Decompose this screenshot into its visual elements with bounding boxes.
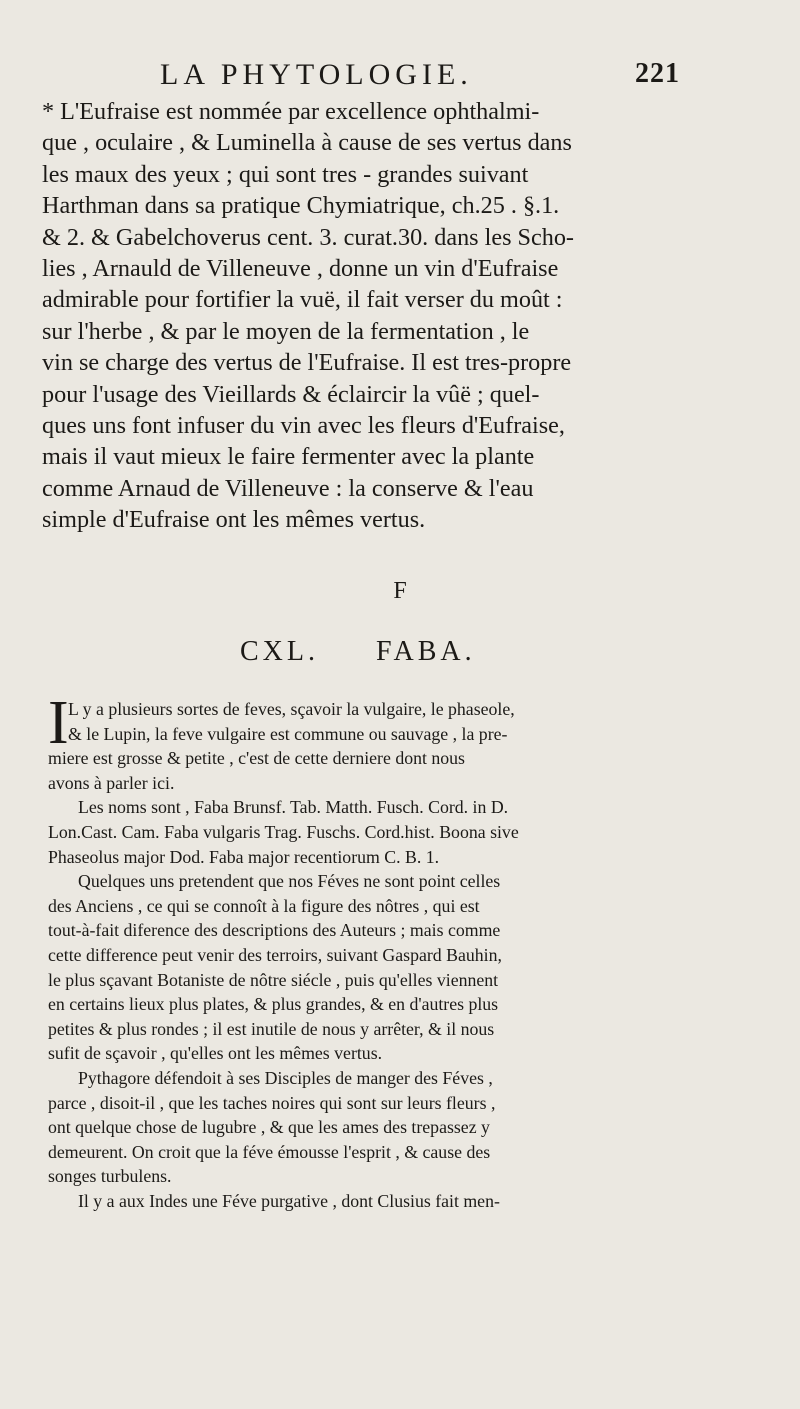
text-line: miere est grosse & petite , c'est de cette derniere dont nous (48, 748, 465, 769)
drop-cap: I (48, 689, 69, 757)
text-line: les maux des yeux ; qui sont tres - grandes suivant (42, 160, 529, 188)
chapter-name: FABA. (376, 636, 476, 667)
text-line: demeurent. On croit que la féve émousse l'esprit , & cause des (48, 1141, 491, 1162)
text-line: sufit de sçavoir , qu'elles ont les mêmes vertus. (48, 1043, 383, 1064)
text-line: pour l'usage des Vieillards & éclaircir la vûë ; quel- (42, 380, 540, 408)
faba-body-text (48, 689, 688, 1213)
text-line: Lon.Cast. Cam. Faba vulgaris Trag. Fuschs. Cord.hist. Boona sive (48, 821, 519, 842)
text-line: petites & plus rondes ; il est inutile de nous y arrêter, & il nous (48, 1018, 495, 1039)
text-line: parce , disoit-il , que les taches noires qui sont sur leurs fleurs , (48, 1092, 496, 1113)
text-line: en certains lieux plus plates, & plus grandes, & en d'autres plus (48, 994, 499, 1015)
chapter-heading (240, 636, 476, 672)
text-line: le plus sçavant Botaniste de nôtre siécle , puis qu'elles viennent (48, 969, 499, 990)
running-header (160, 58, 680, 94)
text-line: & le Lupin, la feve vulgaire est commune ou sauvage , la pre- (68, 723, 508, 744)
text-line: L y a plusieurs sortes de feves, sçavoir la vulgaire, le phaseole, (68, 699, 515, 719)
text-line: cette difference peut venir des terroirs, suivant Gaspard Bauhin, (48, 944, 502, 965)
section-letter: F (393, 578, 407, 604)
text-line: que , oculaire , & Luminella à cause de ses vertus dans (42, 129, 572, 157)
text-line: * L'Eufraise est nommée par excellence ophthalmi- (42, 98, 540, 125)
text-line: vin se charge des vertus de l'Eufraise. Il est tres-propre (42, 349, 572, 377)
text-line: simple d'Eufraise ont les mêmes vertus. (42, 506, 426, 534)
text-line: Il y a aux Indes une Féve purgative , dont Clusius fait men- (78, 1190, 500, 1211)
page-number: 221 (635, 58, 680, 89)
text-line: songes turbulens. (48, 1166, 172, 1187)
text-line: Phaseolus major Dod. Faba major recentiorum C. B. 1. (48, 846, 440, 867)
text-line: ques uns font infuser du vin avec les fleurs d'Eufraise, (42, 411, 565, 439)
text-line: & 2. & Gabelchoverus cent. 3. curat.30. dans les Scho- (42, 223, 574, 251)
text-line: comme Arnaud de Villeneuve : la conserve & l'eau (42, 474, 534, 502)
text-line: avons à parler ici. (48, 772, 175, 793)
text-line: Les noms sont , Faba Brunsf. Tab. Matth. Fusch. Cord. in D. (78, 797, 509, 818)
text-line: ont quelque chose de lugubre , & que les ames des trepassez y (48, 1117, 490, 1138)
text-line: sur l'herbe , & par le moyen de la fermentation , le (42, 317, 530, 345)
text-line: des Anciens , ce qui se connoît à la figure des nôtres , qui est (48, 895, 480, 916)
text-line: Quelques uns pretendent que nos Féves ne sont point celles (78, 871, 501, 892)
text-line: mais il vaut mieux le faire fermenter avec la plante (42, 443, 535, 471)
text-line: admirable pour fortifier la vuë, il fait verser du moût : (42, 286, 563, 314)
text-line: lies , Arnauld de Villeneuve , donne un vin d'Eufraise (42, 254, 559, 282)
text-line: Pythagore défendoit à ses Disciples de manger des Féves , (78, 1067, 493, 1088)
chapter-number: CXL. (240, 636, 319, 667)
text-line: tout-à-fait diference des descriptions des Auteurs ; mais comme (48, 920, 501, 941)
text-line: Harthman dans sa pratique Chymiatrique, ch.25 . §.1. (42, 192, 560, 220)
running-title: LA PHYTOLOGIE. (160, 58, 473, 91)
eufraise-paragraph (42, 96, 678, 535)
